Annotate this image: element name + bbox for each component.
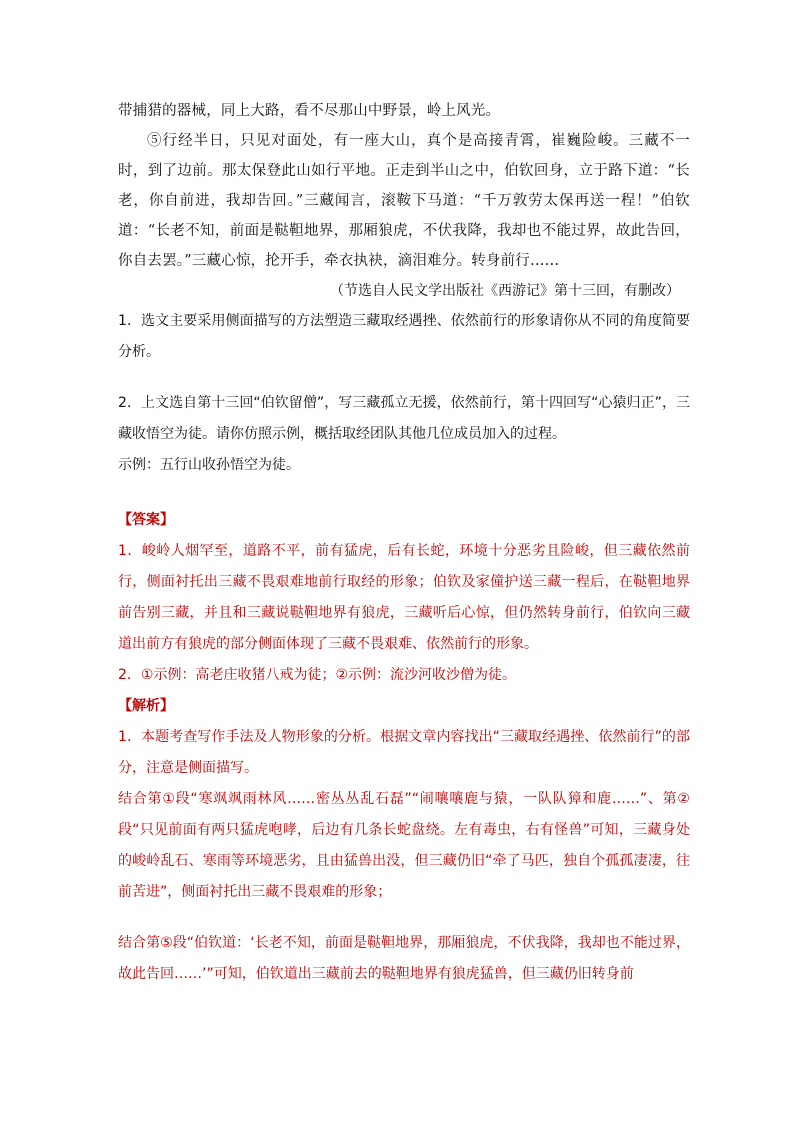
analysis-paragraph-1: 1．本题考查写作手法及人物形象的分析。根据文章内容找出“三藏取经遇挫、依然前行”的部分，注意是侧面描写。 (118, 729, 690, 776)
analysis-paragraph-2: 结合第①段“寒飒飒雨林风……密丛丛乱石磊”“闹嚷嚷鹿与猿，一队队獐和鹿……”、第②段“只见前面有两只猛虎咆哮，后边有几条长蛇盘绕。左有毒虫，右有怪兽”可知，三藏身处的峻岭乱石、寒雨等环境恶劣，且由猛兽出没，但三藏仍旧“牵了马匹，独自个孤孤凄凄，往前苦进”，侧面衬托出三藏不畏艰难的形象； (118, 791, 690, 900)
passage-paragraph-5: ⑤行经半日，只见对面处，有一座大山，真个是高接青霄，崔巍险峻。三藏不一时，到了边前。那太保登此山如行平地。正走到半山之中，伯钦回身，立于路下道：“长老，你自前进，我却告回。”三藏闻言，滚鞍下马道：“千万敦劳太保再送一程！”伯钦道：“长老不知，前面是鞑靼地界，那厢狼虎，不伏我降，我却也不能过界，故此告回，你自去罢。”三藏心惊，抡开手，牵衣执袂，滴泪难分。转身前行…… (118, 133, 690, 269)
spacer (118, 908, 690, 928)
question-1: 1．选文主要采用侧面描写的方法塑造三藏取经遇挫、依然前行的形象请你从不同的角度简要分析。 (118, 313, 690, 360)
passage-line: 带捕猎的器械，同上大路，看不尽那山中野景，岭上风光。 (118, 103, 501, 119)
passage-source: （节选自人民文学出版社《西游记》第十三回，有删改） (330, 283, 680, 299)
spacer (118, 481, 690, 505)
analysis-paragraph-3: 结合第⑤段“伯钦道：‘长老不知，前面是鞑靼地界，那厢狼虎，不伏我降，我却也不能过界，故此告回……’”可知，伯钦道出三藏前去的鞑靼地界有狼虎猛兽，但三藏仍旧转身前 (118, 935, 690, 982)
spacer (118, 368, 690, 388)
answer-2: 2．①示例：高老庄收猪八戒为徒；②示例：流沙河收沙僧为徒。 (118, 667, 517, 683)
answer-heading: 【答案】 (118, 512, 174, 528)
question-2: 2．上文选自第十三回“伯钦留僧”，写三藏孤立无援，依然前行，第十四回写“心猿归正”，三藏收悟空为徒。请你仿照示例，概括取经团队其他几位成员加入的过程。 (118, 395, 690, 442)
analysis-heading: 【解析】 (118, 698, 174, 714)
question-2-example: 示例：五行山收孙悟空为徒。 (118, 457, 300, 473)
document-page (118, 96, 690, 990)
passage (118, 96, 690, 306)
answer-1: 1．峻岭人烟罕至，道路不平，前有猛虎，后有长蛇，环境十分恶劣且险峻，但三藏依然前行，侧面衬托出三藏不畏艰难地前行取经的形象；伯钦及家僮护送三藏一程后，在鞑靼地界前告别三藏，并且和三藏说鞑靼地界有狼虎，三藏听后心惊，但仍然转身前行，伯钦向三藏道出前方有狼虎的部分侧面体现了三藏不畏艰难、依然前行的形象。 (118, 543, 690, 652)
